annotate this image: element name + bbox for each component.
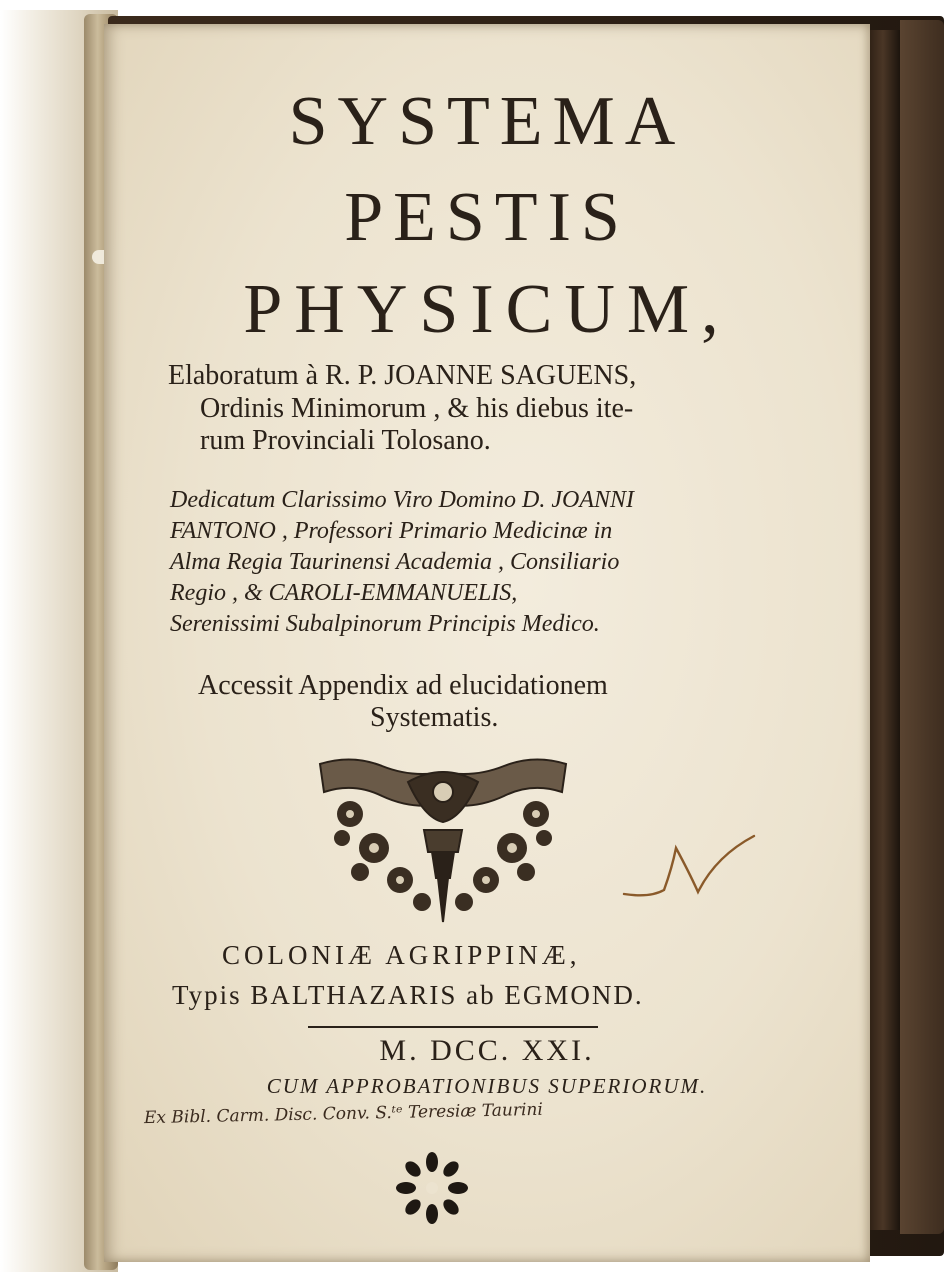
horizontal-rule	[308, 1026, 598, 1028]
floral-vase-ornament	[312, 752, 574, 930]
author-line-2: Ordinis Minimorum , & his diebus ite-	[200, 393, 634, 424]
imprint-place: COLONIÆ AGRIPPINÆ,	[222, 940, 581, 970]
handwritten-mark	[620, 828, 760, 908]
title-line-2: PESTIS	[344, 179, 630, 256]
author-line-3: rum Provinciali Tolosano.	[200, 425, 491, 456]
dedication-line-5: Serenissimi Subalpinorum Principis Medico.	[170, 611, 600, 637]
author-line-1: Elaboratum à R. P. JOANNE SAGUENS,	[168, 360, 637, 391]
dedication-line-4: Regio , & CAROLI-EMMANUELIS,	[170, 580, 518, 606]
publication-year: M. DCC. XXI.	[379, 1034, 595, 1067]
dedication-line-1: Dedicatum Clarissimo Viro Domino D. JOANNI	[170, 487, 634, 513]
page-edges	[866, 30, 900, 1230]
appendix-line-2: Systematis.	[370, 702, 499, 733]
title-line-1: SYSTEMA	[288, 83, 686, 160]
imprint-printer: Typis BALTHAZARIS ab EGMOND.	[172, 980, 644, 1010]
ex-libris-inscription: Ex Bibl. Carm. Disc. Conv. S.ᵗᵉ Teresiæ Taurini	[143, 1099, 544, 1129]
title-line-3: PHYSICUM,	[243, 271, 731, 348]
dedication-line-3: Alma Regia Taurinensi Academia , Consiliario	[170, 549, 620, 575]
rosette-ornament	[392, 1148, 472, 1228]
approbation-line: CUM APPROBATIONIBUS SUPERIORUM.	[266, 1074, 708, 1098]
appendix-line-1: Accessit Appendix ad elucidationem	[198, 670, 608, 701]
book-cover-edge	[900, 20, 944, 1234]
dedication-line-2: FANTONO , Professori Primario Medicinæ in	[170, 518, 613, 544]
